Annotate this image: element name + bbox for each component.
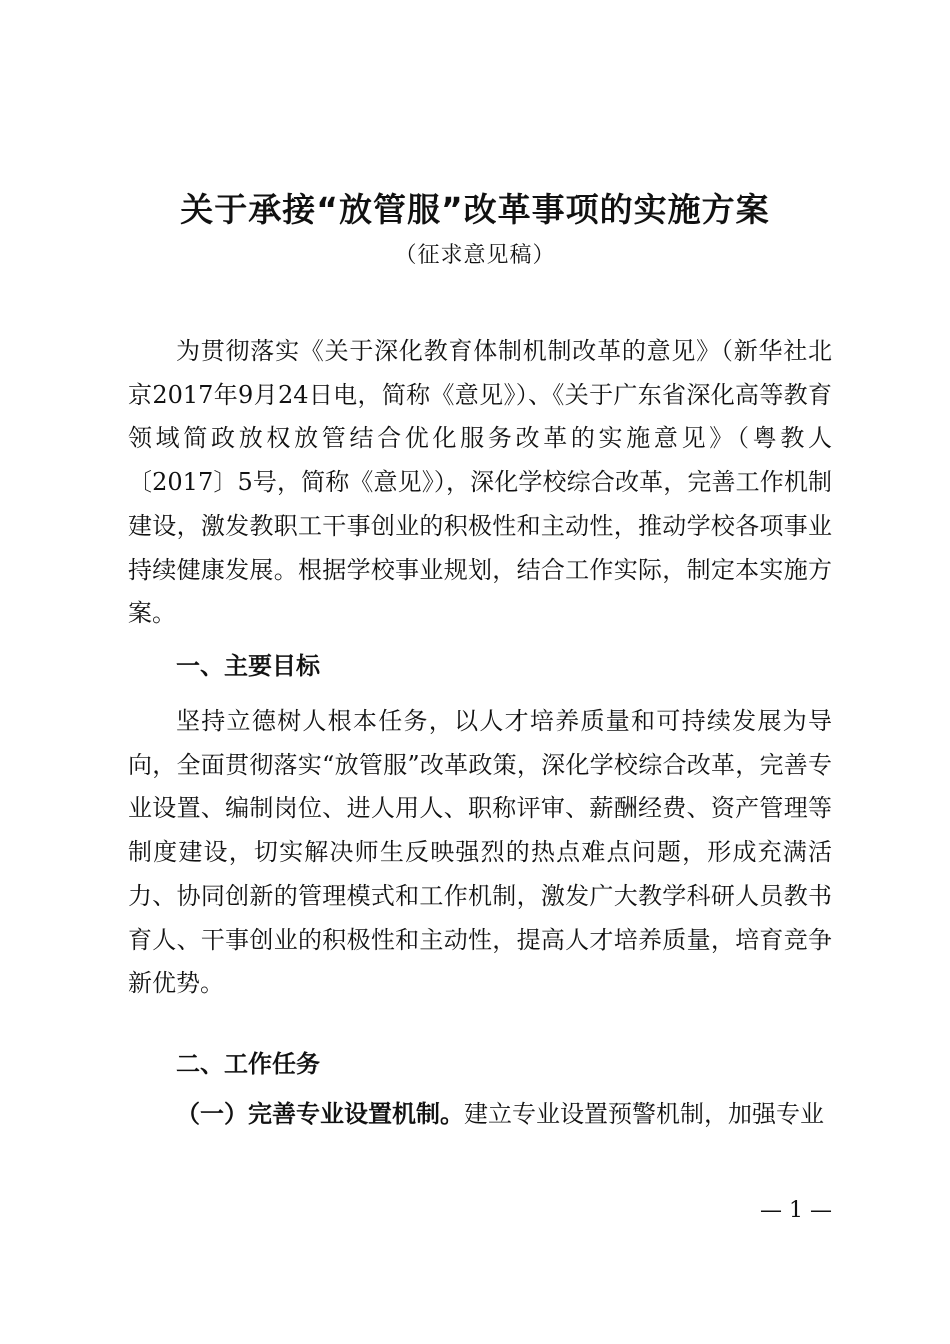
task-text: 建立专业设置预警机制，加强专业 (464, 1100, 824, 1128)
page-number: — 1 — (760, 1198, 832, 1223)
section-heading-work-tasks: 二、工作任务 (176, 1050, 320, 1078)
document-title: 关于承接“放管服”改革事项的实施方案 (180, 190, 770, 229)
task-paragraph (128, 1093, 832, 1137)
main-goals-paragraph: 坚持立德树人根本任务，以人才培养质量和可持续发展为导向，全面贯彻落实“放管服”改革政策，深化学校综合改革，完善专业设置、编制岗位、进人用人、职称评审、薪酬经费、资产管理等制度建设，切实解决师生反映强烈的热点难点问题，形成充满活力、协同创新的管理模式和工作机制，激发广大教学科研人员教书育人、干事创业的积极性和主动性，提高人才培养质量，培育竞争新优势。 (128, 707, 832, 998)
intro-paragraph: 为贯彻落实《关于深化教育体制机制改革的意见》（新华社北京2017年9月24日电，简称《意见》）、《关于广东省深化高等教育领域简政放权放管结合优化服务改革的实施意见》（粤教人〔2017〕5号，简称《意见》），深化学校综合改革，完善工作机制建设，激发教职工干事创业的积极性和主动性，推动学校各项事业持续健康发展。根据学校事业规划，结合工作实际，制定本实施方案。 (128, 337, 832, 628)
section-heading-main-goals: 一、主要目标 (176, 652, 320, 680)
document-subtitle: （征求意见稿） (394, 243, 556, 268)
task-lead: （一）完善专业设置机制。 (176, 1100, 464, 1128)
